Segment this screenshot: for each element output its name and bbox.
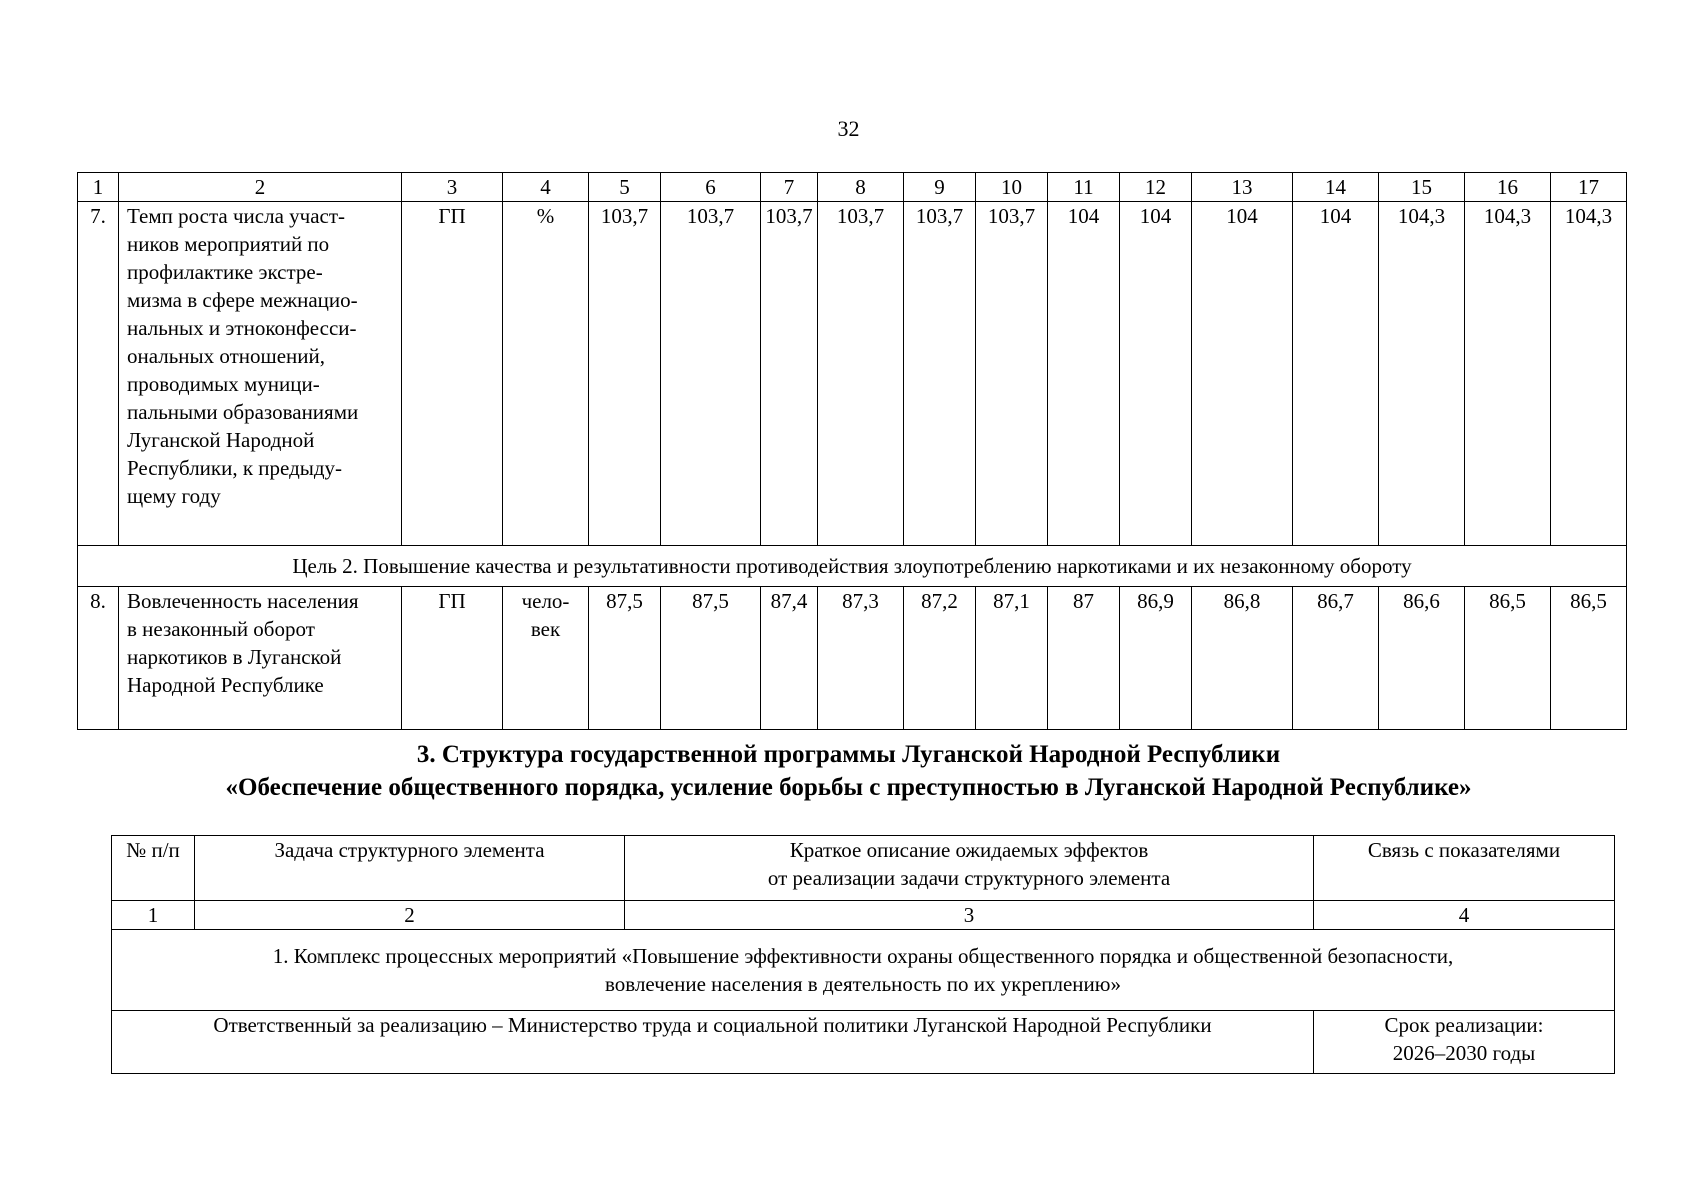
structure-header-row (112, 836, 1615, 901)
indicator-value: 87 (1048, 587, 1120, 730)
indicator-value: 104 (1293, 202, 1379, 546)
col-number: 14 (1293, 173, 1379, 202)
col-number: 17 (1551, 173, 1627, 202)
structure-table (111, 835, 1615, 1074)
col-number: 15 (1379, 173, 1465, 202)
unit-line: век (530, 617, 561, 641)
indicator-name (119, 587, 402, 730)
indicator-value: 87,3 (818, 587, 904, 730)
name-line: щему году (127, 484, 221, 508)
indicator-value: 103,7 (761, 202, 818, 546)
header-description (625, 836, 1314, 901)
indicator-value: 103,7 (818, 202, 904, 546)
indicator-value: 103,7 (904, 202, 976, 546)
header-task: Задача структурного элемента (195, 836, 625, 901)
indicator-value: 103,7 (976, 202, 1048, 546)
name-line: пальными образованиями (127, 400, 359, 424)
name-line: ников мероприятий по (127, 232, 330, 256)
structure-numbers-row (112, 901, 1615, 930)
col-number: 4 (503, 173, 589, 202)
section-title (0, 738, 1697, 804)
col-number: 5 (589, 173, 661, 202)
col-number: 12 (1120, 173, 1192, 202)
term-value: 2026–2030 годы (1392, 1041, 1536, 1065)
indicator-value: 86,6 (1379, 587, 1465, 730)
indicator-name (119, 202, 402, 546)
goal-row (78, 546, 1627, 587)
col-number: 13 (1192, 173, 1293, 202)
col-number: 3 (625, 901, 1314, 930)
row-number: 8. (78, 587, 119, 730)
indicator-value: 86,8 (1192, 587, 1293, 730)
complex-row (112, 930, 1615, 1011)
indicator-value: 104 (1120, 202, 1192, 546)
col-number: 8 (818, 173, 904, 202)
header-description-line-1: Краткое описание ожидаемых эффектов (789, 838, 1149, 862)
name-line: нальных и этноконфесси- (127, 316, 357, 340)
complex-title-line-1: 1. Комплекс процессных мероприятий «Повышение эффективности охраны общественного порядка и общественной безопасности, (272, 944, 1454, 968)
name-line: Луганской Народной (127, 428, 315, 452)
header-number: № п/п (112, 836, 195, 901)
name-line: профилактике экстре- (127, 260, 323, 284)
responsible-text: Ответственный за реализацию – Министерство труда и социальной политики Луганской Народной Республики (112, 1011, 1314, 1074)
header-description-line-2: от реализации задачи структурного элемента (767, 866, 1171, 890)
indicator-level: ГП (402, 202, 503, 546)
indicator-unit (503, 587, 589, 730)
name-line: Республики, к предыду- (127, 456, 343, 480)
col-number: 4 (1314, 901, 1615, 930)
section-title-line-2: «Обеспечение общественного порядка, усиление борьбы с преступностью в Луганской Народной Республике» (225, 774, 1472, 801)
name-line: ональных отношений, (127, 344, 325, 368)
indicator-value: 87,2 (904, 587, 976, 730)
indicator-value: 103,7 (661, 202, 761, 546)
col-number: 2 (119, 173, 402, 202)
indicator-value: 87,5 (589, 587, 661, 730)
row-number: 7. (78, 202, 119, 546)
header-indicators-link: Связь с показателями (1314, 836, 1615, 901)
indicators-table (77, 172, 1627, 730)
indicator-level: ГП (402, 587, 503, 730)
indicator-value: 87,4 (761, 587, 818, 730)
indicator-value: 86,5 (1551, 587, 1627, 730)
indicators-header-row (78, 173, 1627, 202)
name-line: Темп роста числа участ- (127, 204, 346, 228)
indicator-value: 104 (1192, 202, 1293, 546)
unit-line: чело- (521, 589, 570, 613)
indicator-row-7 (78, 202, 1627, 546)
col-number: 9 (904, 173, 976, 202)
col-number: 3 (402, 173, 503, 202)
name-line: мизма в сфере межнацио- (127, 288, 358, 312)
col-number: 10 (976, 173, 1048, 202)
responsible-row (112, 1011, 1615, 1074)
indicator-value: 87,1 (976, 587, 1048, 730)
term-cell (1314, 1011, 1615, 1074)
name-line: в незаконный оборот (127, 617, 315, 641)
term-label: Срок реализации: (1384, 1013, 1544, 1037)
section-title-line-1: 3. Структура государственной программы Луганской Народной Республики (416, 741, 1281, 768)
indicator-row-8 (78, 587, 1627, 730)
col-number: 16 (1465, 173, 1551, 202)
name-line: Вовлеченность населения (127, 589, 359, 613)
indicator-value: 87,5 (661, 587, 761, 730)
indicator-value: 104,3 (1551, 202, 1627, 546)
col-number: 11 (1048, 173, 1120, 202)
col-number: 1 (78, 173, 119, 202)
goal-2-text: Цель 2. Повышение качества и результативности противодействия злоупотреблению наркотиками и их незаконному обороту (78, 546, 1627, 587)
name-line: наркотиков в Луганской (127, 645, 342, 669)
col-number: 2 (195, 901, 625, 930)
indicator-value: 104,3 (1465, 202, 1551, 546)
complex-title (112, 930, 1615, 1011)
indicator-value: 103,7 (589, 202, 661, 546)
page-number: 32 (837, 116, 860, 141)
name-line: проводимых муници- (127, 372, 320, 396)
indicator-unit: % (503, 202, 589, 546)
col-number: 7 (761, 173, 818, 202)
indicator-value: 104,3 (1379, 202, 1465, 546)
indicator-value: 86,7 (1293, 587, 1379, 730)
col-number: 1 (112, 901, 195, 930)
name-line: Народной Республике (127, 673, 324, 697)
indicator-value: 104 (1048, 202, 1120, 546)
col-number: 6 (661, 173, 761, 202)
indicator-value: 86,9 (1120, 587, 1192, 730)
complex-title-line-2: вовлечение населения в деятельность по их укреплению» (605, 972, 1121, 996)
indicator-value: 86,5 (1465, 587, 1551, 730)
